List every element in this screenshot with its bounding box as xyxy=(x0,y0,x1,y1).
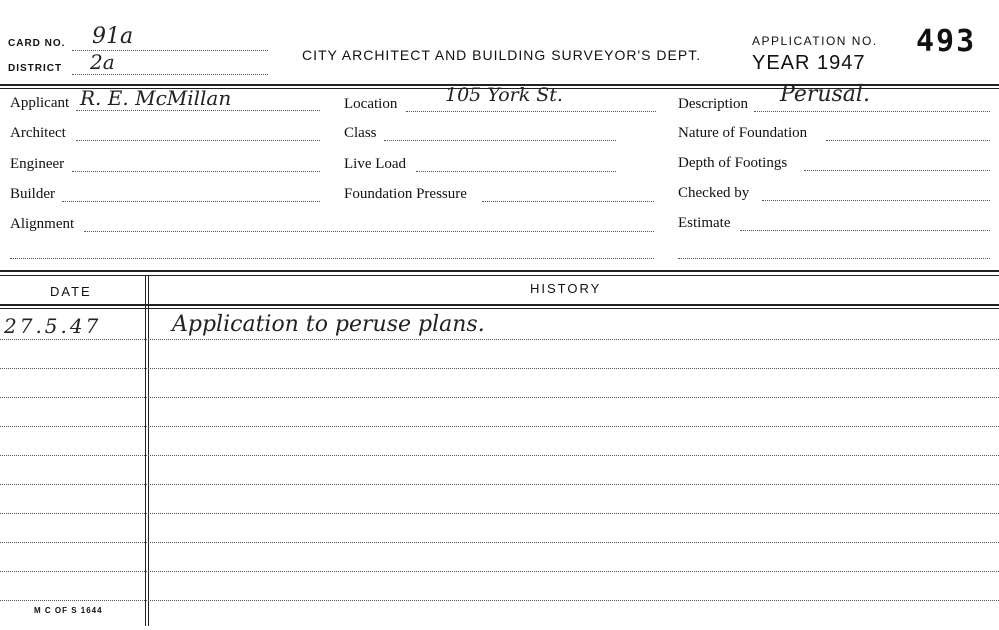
alignment-line-2 xyxy=(10,258,654,259)
card-no-label: CARD NO. xyxy=(8,38,66,49)
application-no-value: 493 xyxy=(916,24,977,59)
history-row-line-5 xyxy=(0,455,999,456)
nature-of-foundation-line xyxy=(826,140,990,141)
history-column-divider-1 xyxy=(145,276,146,626)
foundation-pressure-line xyxy=(482,201,654,202)
history-row-line-9 xyxy=(0,571,999,572)
history-rule-top-2 xyxy=(0,275,999,276)
engineer-line xyxy=(72,171,320,172)
history-row-line-2 xyxy=(0,368,999,369)
district-value: 2a xyxy=(90,50,115,74)
history-row-line-6 xyxy=(0,484,999,485)
description-label: Description xyxy=(678,96,748,112)
location-label: Location xyxy=(344,96,398,112)
form-code: M C OF S 1644 xyxy=(34,606,103,615)
builder-line xyxy=(62,201,320,202)
location-line xyxy=(406,111,656,112)
live-load-line xyxy=(416,171,616,172)
history-header-rule-2 xyxy=(0,308,999,309)
description-line xyxy=(754,111,990,112)
class-label: Class xyxy=(344,125,377,141)
estimate-line-2 xyxy=(678,258,990,259)
history-column-header: HISTORY xyxy=(530,281,602,296)
history-header-rule-1 xyxy=(0,304,999,306)
location-value: 105 York St. xyxy=(445,84,563,106)
card-no-value: 91a xyxy=(92,24,134,49)
estimate-line xyxy=(740,230,990,231)
history-row-line-1 xyxy=(0,339,999,340)
district-label: DISTRICT xyxy=(8,63,63,74)
depth-of-footings-label: Depth of Footings xyxy=(678,155,788,171)
checked-by-label: Checked by xyxy=(678,185,750,201)
estimate-label: Estimate xyxy=(678,215,731,231)
nature-of-foundation-label: Nature of Foundation xyxy=(678,125,808,141)
history-row-line-8 xyxy=(0,542,999,543)
alignment-line xyxy=(84,231,654,232)
description-value: Perusal. xyxy=(780,82,870,107)
date-column-header: DATE xyxy=(50,284,92,299)
history-row-line-10 xyxy=(0,600,999,601)
history-row-line-3 xyxy=(0,397,999,398)
depth-of-footings-line xyxy=(804,170,990,171)
applicant-line xyxy=(76,110,320,111)
history-row-line-7 xyxy=(0,513,999,514)
builder-label: Builder xyxy=(10,186,55,202)
history-rule-top-1 xyxy=(0,270,999,272)
history-column-divider-2 xyxy=(148,276,149,626)
checked-by-line xyxy=(762,200,990,201)
engineer-label: Engineer xyxy=(10,156,65,172)
live-load-label: Live Load xyxy=(344,156,407,172)
applicant-value: R. E. McMillan xyxy=(80,86,232,110)
district-line xyxy=(72,74,268,75)
alignment-label: Alignment xyxy=(10,216,75,232)
year-label: YEAR 1947 xyxy=(752,52,866,74)
applicant-label: Applicant xyxy=(10,95,70,111)
history-entry-text: Application to peruse plans. xyxy=(172,312,485,337)
department-title: CITY ARCHITECT AND BUILDING SURVEYOR'S DEPT. xyxy=(302,47,702,63)
foundation-pressure-label: Foundation Pressure xyxy=(344,186,467,202)
application-no-label: APPLICATION NO. xyxy=(752,34,878,48)
history-row-line-4 xyxy=(0,426,999,427)
architect-line xyxy=(76,140,320,141)
class-line xyxy=(384,140,616,141)
architect-label: Architect xyxy=(10,125,66,141)
history-entry-date: 27.5.47 xyxy=(4,314,102,338)
